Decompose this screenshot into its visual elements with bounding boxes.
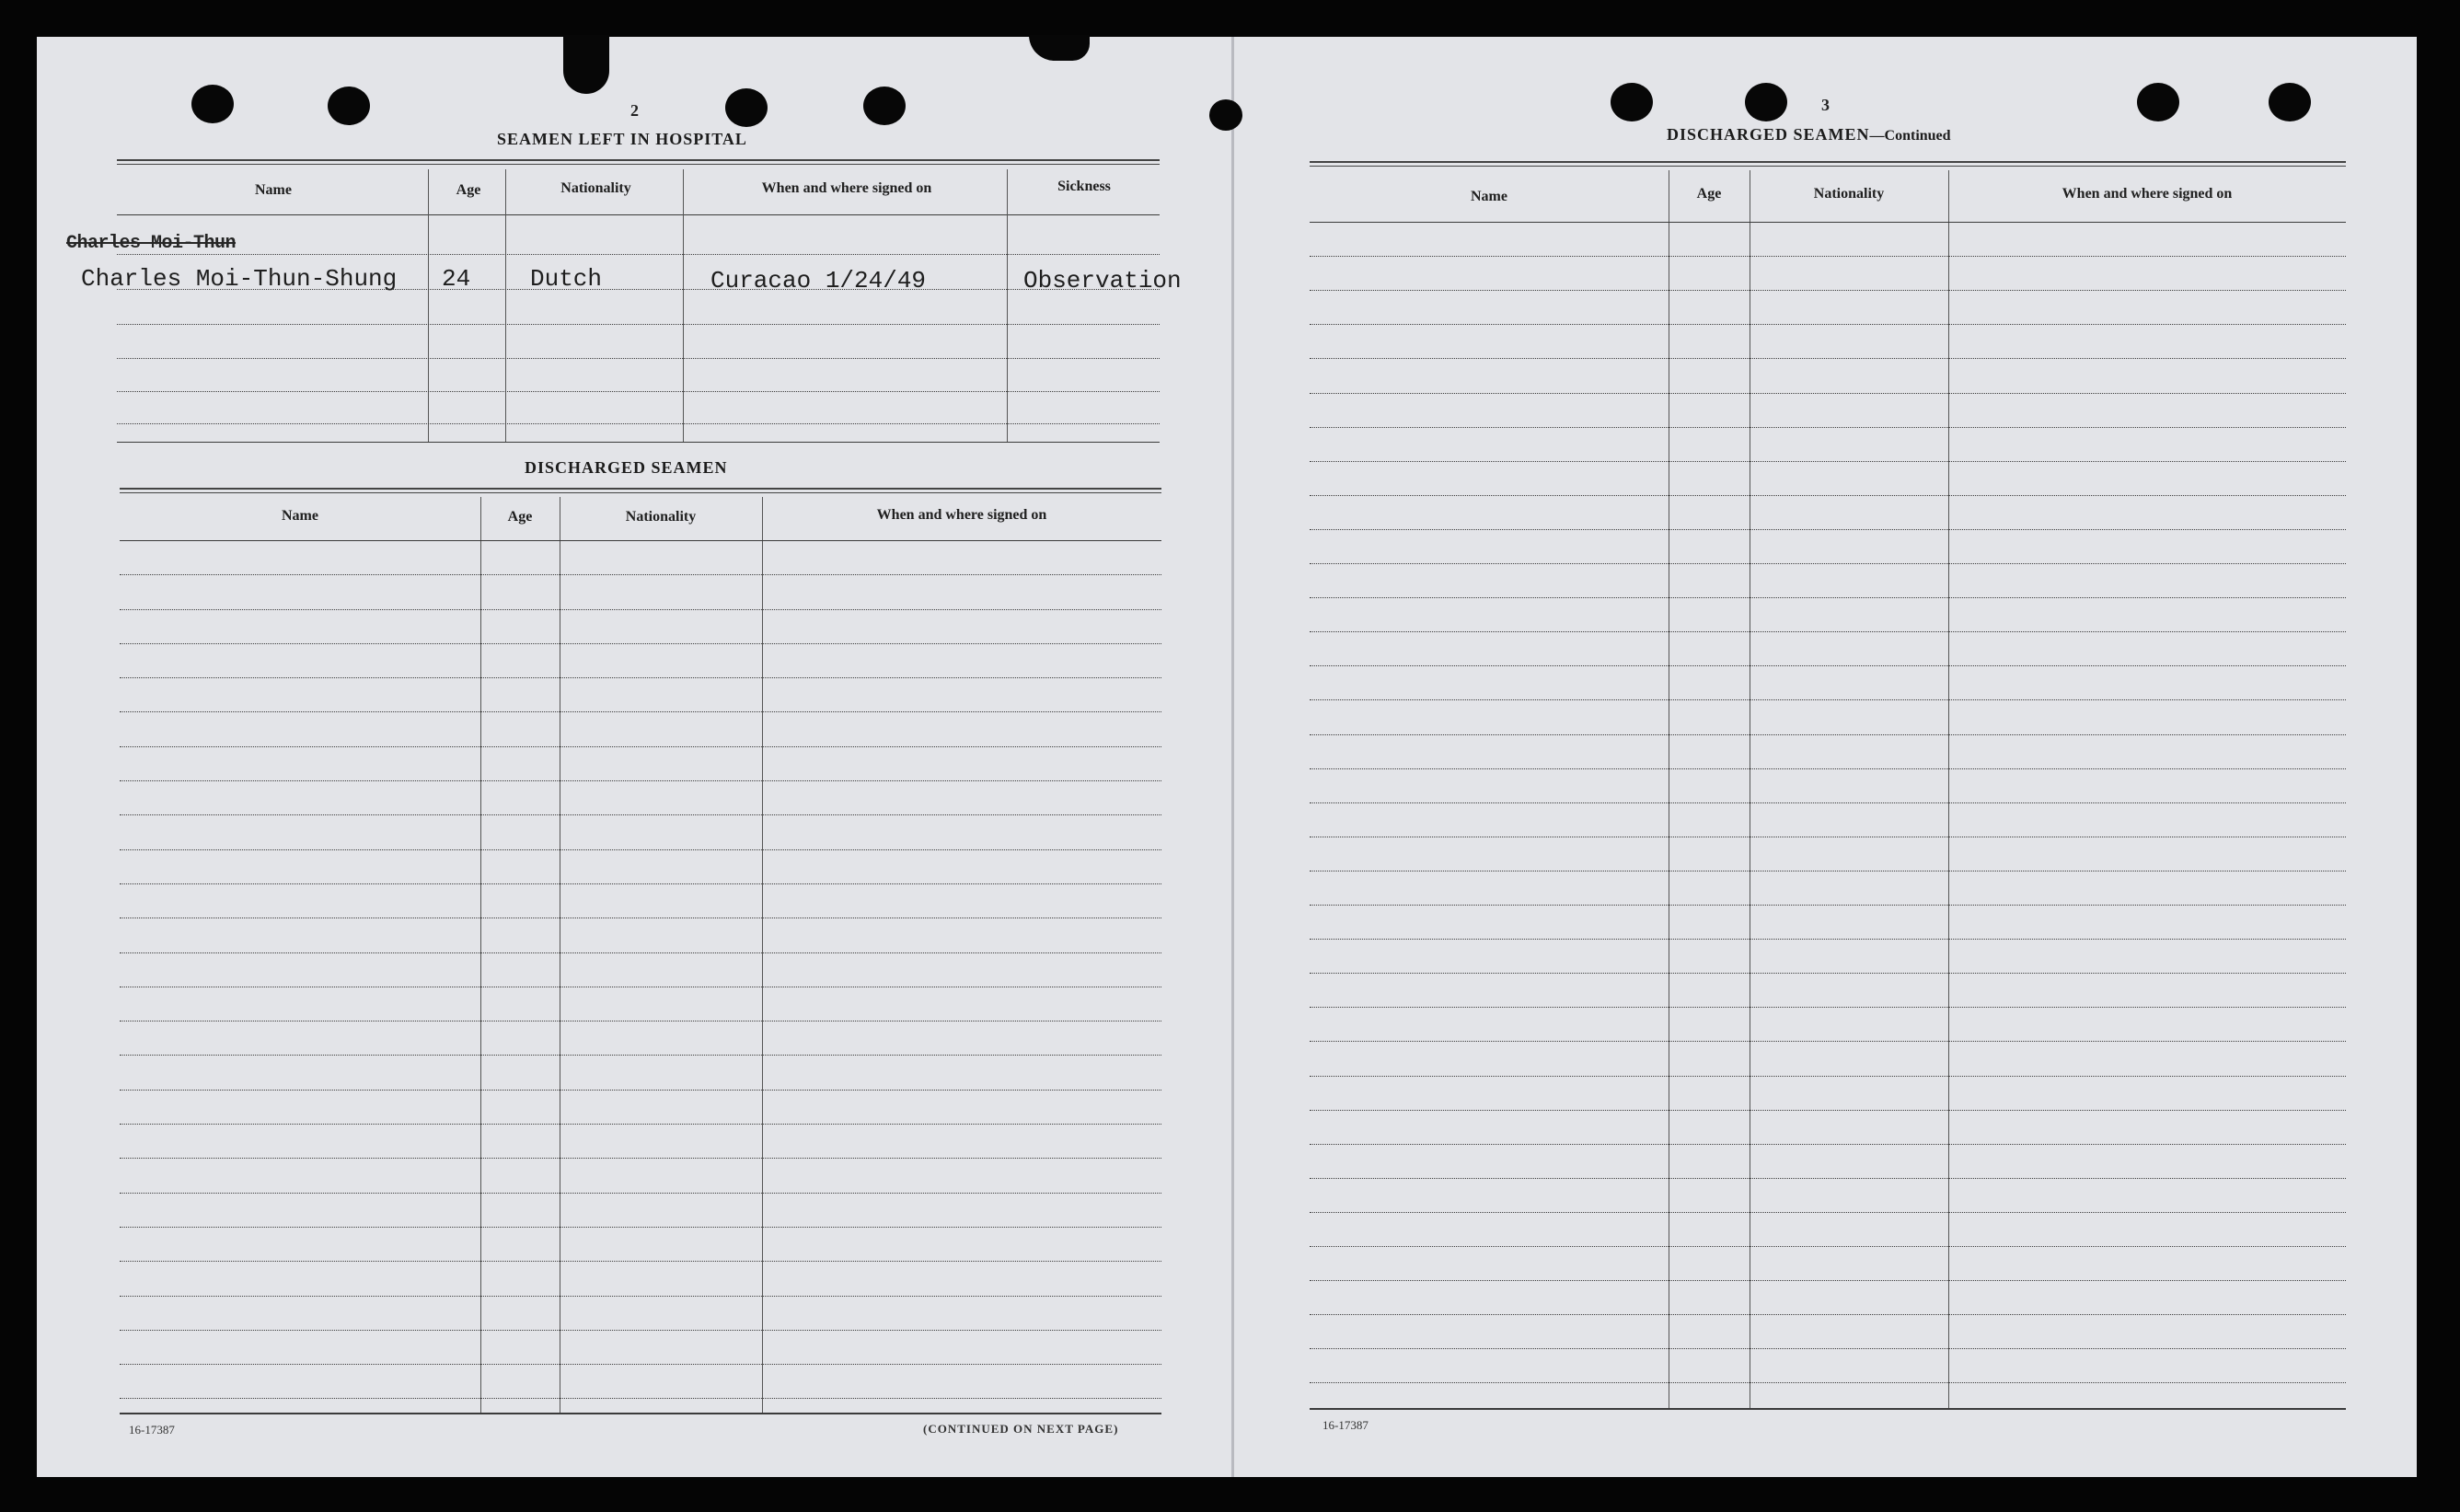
double-rule (120, 488, 1161, 493)
table-row (120, 711, 1161, 712)
column-divider (683, 169, 684, 442)
col-header-signed-on: When and where signed on (761, 180, 932, 196)
table-row (117, 423, 1160, 424)
punch-hole (1745, 83, 1787, 121)
col-header-age: Age (507, 509, 533, 525)
right-title-suffix: —Continued (1869, 128, 1951, 144)
struck-entry: Charles Moi-Thun (66, 233, 237, 254)
entry-nationality: Dutch (530, 265, 603, 293)
punch-hole (1209, 99, 1242, 131)
table-row (120, 780, 1161, 781)
right-title-main: DISCHARGED SEAMEN (1667, 125, 1870, 144)
entry-signed-on: Curacao 1/24/49 (710, 267, 927, 294)
hospital-section-title: SEAMEN LEFT IN HOSPITAL (497, 130, 747, 148)
punch-hole (1611, 83, 1653, 121)
table-row (1310, 665, 2346, 666)
page-gutter (1231, 37, 1234, 1477)
column-divider (1007, 169, 1008, 442)
discharged-section-title: DISCHARGED SEAMEN (525, 458, 728, 477)
table-row (117, 358, 1160, 359)
table-row (1310, 1382, 2346, 1383)
table-row (1310, 597, 2346, 598)
table-row (1310, 1144, 2346, 1145)
table-row (120, 1261, 1161, 1262)
table-row (1310, 1178, 2346, 1179)
column-divider (480, 497, 481, 1413)
table-row (120, 849, 1161, 850)
table-row (1310, 631, 2346, 632)
column-divider (762, 497, 763, 1413)
table-row (1310, 905, 2346, 906)
form-number-right: 16-17387 (1322, 1418, 1369, 1432)
table-row (1310, 1110, 2346, 1111)
table-row (120, 1364, 1161, 1365)
table-row (1310, 256, 2346, 257)
table-row (120, 952, 1161, 953)
table-row (120, 1055, 1161, 1056)
table-row (117, 254, 1160, 255)
table-row (1310, 461, 2346, 462)
table-bottom-rule (120, 1413, 1161, 1414)
table-row (120, 1090, 1161, 1091)
column-divider (505, 169, 506, 442)
table-row (120, 1193, 1161, 1194)
table-row (120, 643, 1161, 644)
table-row (1310, 939, 2346, 940)
table-row (1310, 1076, 2346, 1077)
form-number-left: 16-17387 (129, 1423, 175, 1437)
col-header-age: Age (1696, 186, 1722, 202)
table-row (120, 574, 1161, 575)
table-row (120, 1227, 1161, 1228)
table-row (1310, 427, 2346, 428)
table-row (1310, 393, 2346, 394)
table-header-rule (120, 540, 1161, 541)
table-row (1310, 699, 2346, 700)
table-row (1310, 1212, 2346, 1213)
col-header-nationality: Nationality (625, 509, 697, 525)
table-row (120, 1330, 1161, 1331)
col-header-signed-on: When and where signed on (876, 507, 1047, 523)
col-header-name: Name (255, 182, 292, 198)
double-rule (117, 159, 1160, 165)
table-header-rule (117, 214, 1160, 215)
col-header-signed-on: When and where signed on (2062, 186, 2233, 202)
punch-hole (2269, 83, 2311, 121)
col-header-nationality: Nationality (560, 180, 631, 196)
table-row (120, 814, 1161, 815)
table-row (1310, 563, 2346, 564)
column-divider (1948, 170, 1949, 1408)
col-header-age: Age (456, 182, 481, 198)
table-row (120, 746, 1161, 747)
table-row (1310, 529, 2346, 530)
table-row (1310, 358, 2346, 359)
table-row (117, 324, 1160, 325)
table-header-rule (1310, 222, 2346, 223)
table-row (1310, 768, 2346, 769)
table-row (1310, 290, 2346, 291)
table-row (1310, 1246, 2346, 1247)
table-row (1310, 1041, 2346, 1042)
right-section-title (1667, 125, 1951, 144)
ink-blot (563, 35, 609, 94)
table-row (1310, 1314, 2346, 1315)
table-row (1310, 495, 2346, 496)
punch-hole (2137, 83, 2179, 121)
right-page (1233, 37, 2417, 1477)
punch-hole (725, 88, 768, 127)
entry-sickness: Observation (1023, 267, 1182, 294)
page-number-right: 3 (1821, 96, 1830, 114)
table-row (1310, 1348, 2346, 1349)
section-rule (117, 442, 1160, 443)
page-number-left: 2 (630, 101, 639, 120)
table-row (1310, 802, 2346, 803)
entry-name: Charles Moi-Thun-Shung (81, 265, 398, 293)
punch-hole (328, 87, 370, 125)
table-row (120, 1398, 1161, 1399)
punch-hole (191, 85, 234, 123)
table-row (120, 883, 1161, 884)
col-header-sickness: Sickness (1057, 179, 1111, 194)
table-bottom-rule (1310, 1408, 2346, 1410)
table-row (120, 1158, 1161, 1159)
table-row (1310, 324, 2346, 325)
table-row (120, 1124, 1161, 1125)
table-row (120, 609, 1161, 610)
table-row (120, 677, 1161, 678)
table-row (117, 391, 1160, 392)
continued-note: (CONTINUED ON NEXT PAGE) (923, 1422, 1119, 1436)
punch-hole (863, 87, 906, 125)
column-divider (428, 169, 429, 442)
table-row (1310, 1280, 2346, 1281)
table-row (1310, 973, 2346, 974)
col-header-name: Name (282, 508, 318, 524)
table-row (120, 1296, 1161, 1297)
entry-age: 24 (442, 265, 471, 293)
table-row (1310, 1007, 2346, 1008)
double-rule (1310, 161, 2346, 167)
col-header-name: Name (1471, 189, 1507, 204)
table-row (1310, 734, 2346, 735)
col-header-nationality: Nationality (1813, 186, 1885, 202)
